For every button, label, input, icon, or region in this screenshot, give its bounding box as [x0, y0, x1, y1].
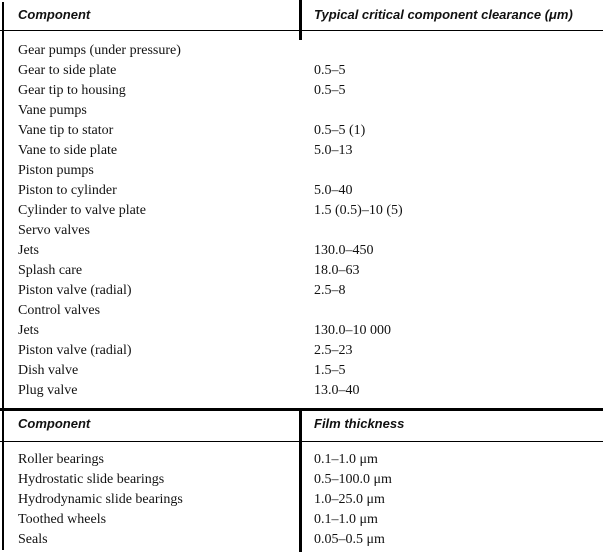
component-cell: Jets	[18, 243, 39, 258]
column-divider-top	[299, 0, 302, 40]
table1-header-component: Component	[18, 7, 91, 22]
table2-header-component: Component	[18, 416, 91, 431]
table1-header-clearance: Typical critical component clearance (μm)	[314, 7, 573, 22]
table-row	[0, 101, 603, 121]
value-cell: 1.0–25.0 μm	[314, 492, 385, 507]
value-cell: 0.05–0.5 μm	[314, 532, 385, 547]
value-cell: 5.0–13	[314, 143, 353, 158]
component-cell: Jets	[18, 323, 39, 338]
value-cell: 1.5–5	[314, 363, 346, 378]
value-cell: 0.1–1.0 μm	[314, 452, 378, 467]
table-row	[0, 381, 603, 401]
component-cell: Plug valve	[18, 383, 78, 398]
table-row	[0, 510, 603, 530]
component-cell: Piston valve (radial)	[18, 283, 132, 298]
component-cell: Piston pumps	[18, 163, 94, 178]
component-cell: Cylinder to valve plate	[18, 203, 146, 218]
table-row	[0, 181, 603, 201]
section-divider	[0, 408, 603, 411]
table-row	[0, 470, 603, 490]
component-cell: Vane pumps	[18, 103, 87, 118]
value-cell: 2.5–23	[314, 343, 353, 358]
table-row	[0, 450, 603, 470]
component-cell: Hydrodynamic slide bearings	[18, 492, 183, 507]
table-row	[0, 221, 603, 241]
table-row	[0, 161, 603, 181]
table-row	[0, 321, 603, 341]
component-cell: Toothed wheels	[18, 512, 107, 527]
component-cell: Piston to cylinder	[18, 183, 117, 198]
header-rule-2	[0, 441, 603, 442]
value-cell: 1.5 (0.5)–10 (5)	[314, 203, 403, 218]
table-row	[0, 241, 603, 261]
value-cell: 130.0–450	[314, 243, 374, 258]
component-cell: Servo valves	[18, 223, 90, 238]
table-row	[0, 121, 603, 141]
table-row	[0, 201, 603, 221]
component-cell: Roller bearings	[18, 452, 104, 467]
header-rule-left	[0, 30, 300, 31]
component-cell: Seals	[18, 532, 48, 547]
component-cell: Vane to side plate	[18, 143, 118, 158]
table-row	[0, 261, 603, 281]
component-cell: Gear tip to housing	[18, 83, 126, 98]
component-cell: Dish valve	[18, 363, 79, 378]
value-cell: 2.5–8	[314, 283, 346, 298]
table-row	[0, 341, 603, 361]
value-cell: 0.5–5	[314, 83, 346, 98]
table-row	[0, 141, 603, 161]
component-cell: Gear to side plate	[18, 63, 117, 78]
table-row	[0, 281, 603, 301]
table-row	[0, 301, 603, 321]
value-cell: 18.0–63	[314, 263, 360, 278]
component-cell: Piston valve (radial)	[18, 343, 132, 358]
component-cell: Hydrostatic slide bearings	[18, 472, 165, 487]
table-row	[0, 41, 603, 61]
value-cell: 0.5–100.0 μm	[314, 472, 392, 487]
table-row	[0, 61, 603, 81]
table2-header-film-thickness: Film thickness	[314, 416, 405, 431]
table-row	[0, 530, 603, 550]
table-row	[0, 361, 603, 381]
table-row	[0, 81, 603, 101]
table-row	[0, 490, 603, 510]
component-cell: Splash care	[18, 263, 83, 278]
value-cell: 13.0–40	[314, 383, 360, 398]
component-cell: Gear pumps (under pressure)	[18, 43, 181, 58]
component-cell: Control valves	[18, 303, 101, 318]
value-cell: 5.0–40	[314, 183, 353, 198]
value-cell: 0.1–1.0 μm	[314, 512, 378, 527]
value-cell: 130.0–10 000	[314, 323, 391, 338]
value-cell: 0.5–5 (1)	[314, 123, 366, 138]
value-cell: 0.5–5	[314, 63, 346, 78]
component-cell: Vane tip to stator	[18, 123, 114, 138]
header-rule-right	[300, 30, 603, 31]
